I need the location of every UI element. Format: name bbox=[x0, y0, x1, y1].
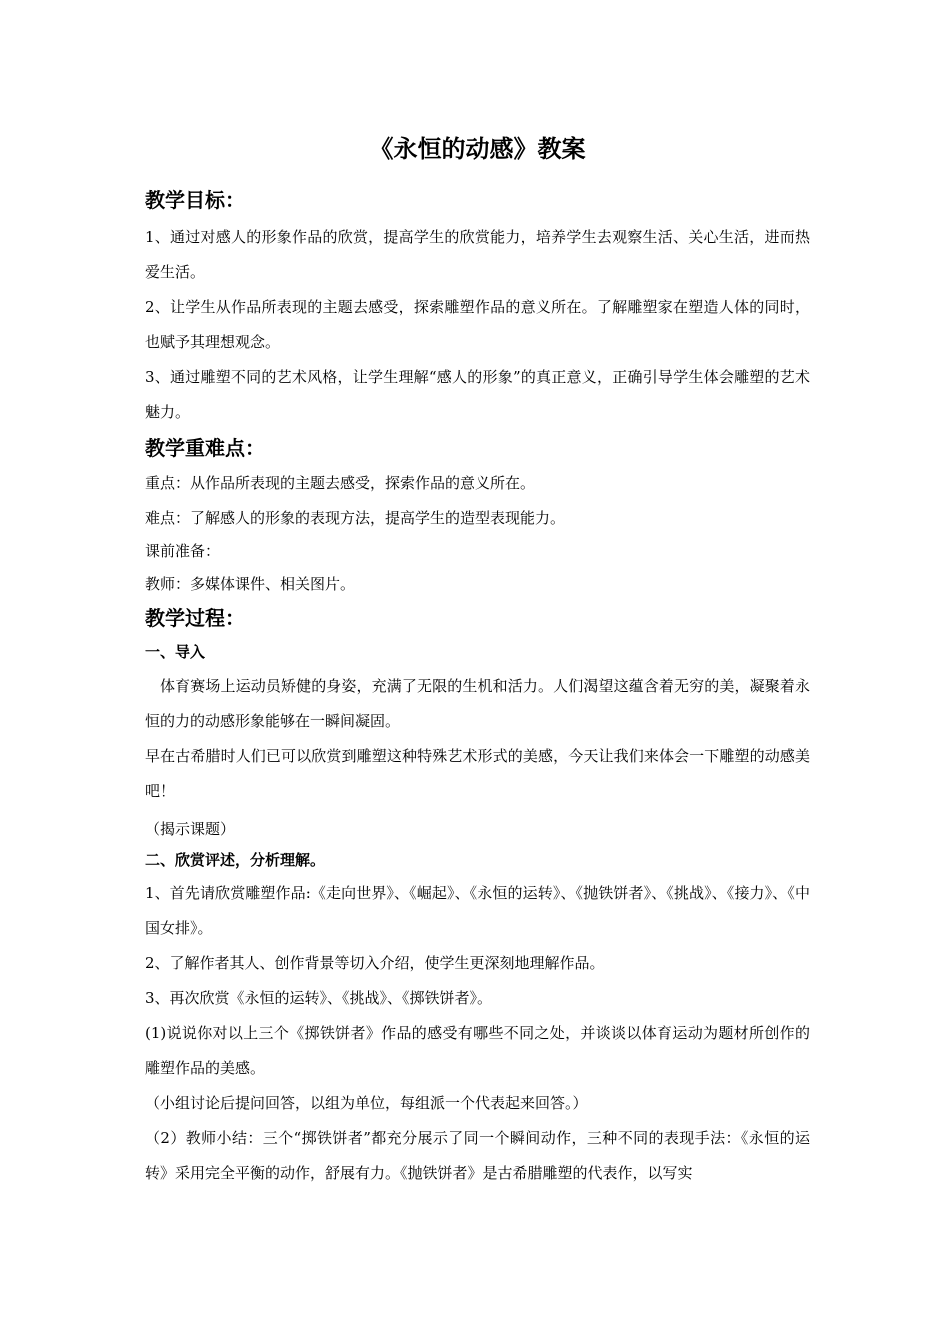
goal-item-1: 1、通过对感人的形象作品的欣赏，提高学生的欣赏能力，培养学生去观察生活、关心生活，进而热爱生活。 bbox=[145, 228, 810, 281]
appreciation-paragraph-6: （2）教师小结：三个“掷铁饼者”都充分展示了同一个瞬间动作，三种不同的表现手法：《永恒的运转》采用完全平衡的动作，舒展有力。《抛铁饼者》是古希腊雕塑的代表作，以写实 bbox=[145, 1129, 810, 1182]
appreciation-paragraph-5: （小组讨论后提问回答，以组为单位，每组派一个代表起来回答。） bbox=[145, 1094, 588, 1112]
document-title: 《永恒的动感》教案 bbox=[369, 135, 586, 163]
intro-paragraph-1: 体育赛场上运动员矫健的身姿，充满了无限的生机和活力。人们渴望这蕴含着无穷的美，凝聚着永恒的力的动感形象能够在一瞬间凝固。 bbox=[145, 677, 810, 730]
subheading-intro: 一、导入 bbox=[145, 643, 206, 661]
section-heading-key-points: 教学重难点： bbox=[145, 436, 265, 460]
goal-item-2: 2、让学生从作品所表现的主题去感受，探索雕塑作品的意义所在。了解雕塑家在塑造人体的同时，也赋予其理想观念。 bbox=[145, 298, 810, 351]
key-point-item-3: 课前准备： bbox=[145, 542, 221, 560]
key-point-item-2: 难点：了解感人的形象的表现方法，提高学生的造型表现能力。 bbox=[145, 509, 566, 527]
appreciation-paragraph-2: 2、了解作者其人、创作背景等切入介绍，使学生更深刻地理解作品。 bbox=[145, 954, 605, 972]
intro-paragraph-2: 早在古希腊时人们已可以欣赏到雕塑这种特殊艺术形式的美感，今天让我们来体会一下雕塑的动感美吧！ bbox=[145, 747, 810, 800]
appreciation-paragraph-4: (1)说说你对以上三个《掷铁饼者》作品的感受有哪些不同之处，并谈谈以体育运动为题材所创作的雕塑作品的美感。 bbox=[145, 1024, 810, 1077]
section-heading-process: 教学过程： bbox=[145, 606, 245, 630]
section-heading-goals: 教学目标： bbox=[145, 188, 245, 212]
key-point-item-4: 教师：多媒体课件、相关图片。 bbox=[145, 575, 356, 593]
appreciation-paragraph-1: 1、首先请欣赏雕塑作品:《走向世界》、《崛起》、《永恒的运转》、《抛铁饼者》、《挑战》、《接力》、《中国女排》。 bbox=[145, 884, 810, 937]
subheading-appreciation: 二、欣赏评述，分析理解。 bbox=[145, 851, 326, 869]
goal-item-3: 3、通过雕塑不同的艺术风格，让学生理解“感人的形象”的真正意义，正确引导学生体会雕塑的艺术魅力。 bbox=[145, 368, 810, 421]
key-point-item-1: 重点：从作品所表现的主题去感受，探索作品的意义所在。 bbox=[145, 474, 536, 492]
appreciation-paragraph-3: 3、再次欣赏《永恒的运转》、《挑战》、《掷铁饼者》。 bbox=[145, 989, 493, 1007]
intro-paragraph-3: （揭示课题） bbox=[145, 820, 236, 838]
